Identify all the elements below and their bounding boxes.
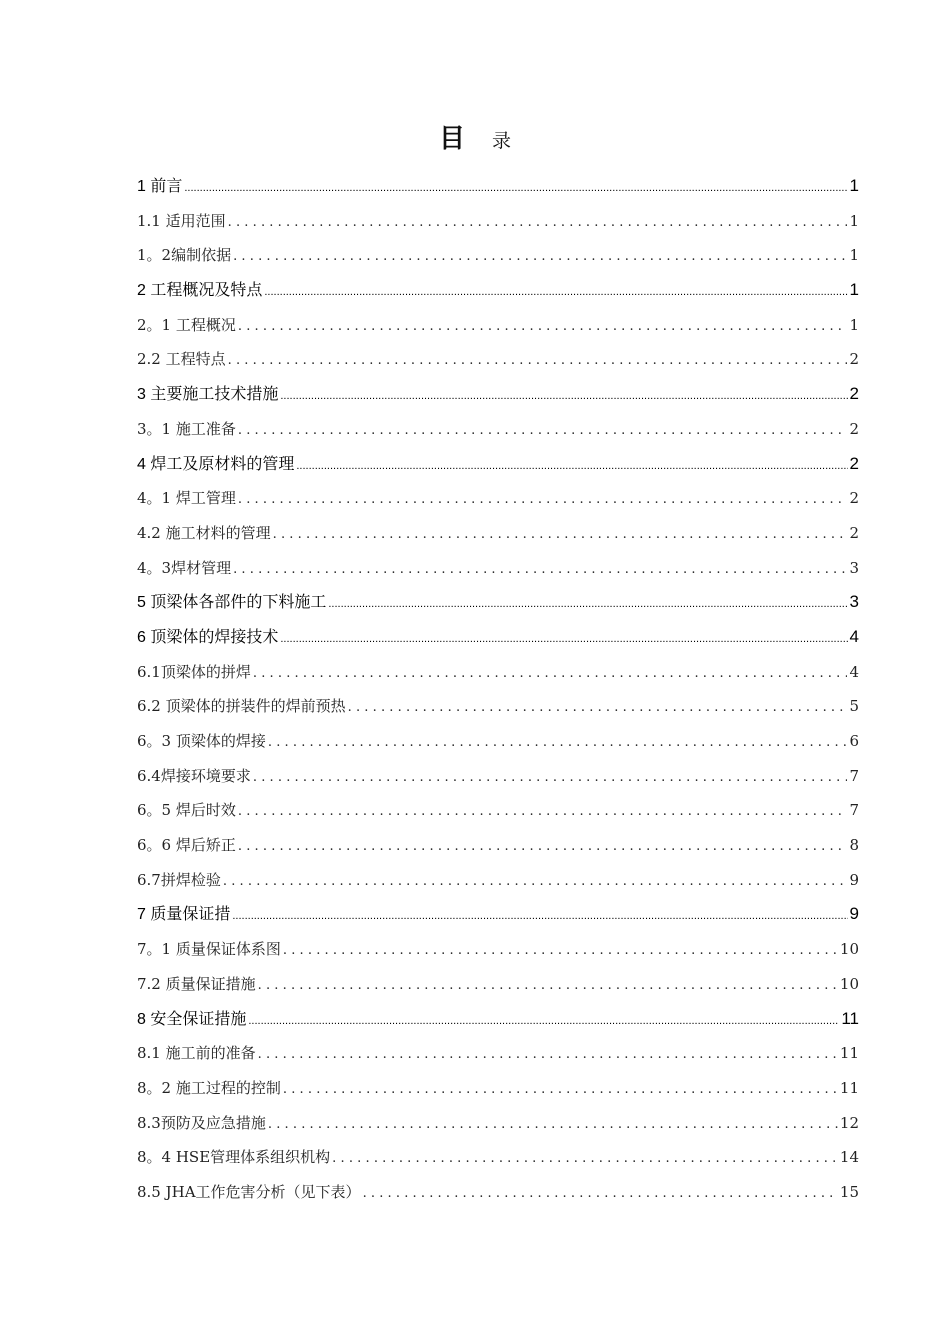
toc-entry-page-number: 11 [839,1044,859,1063]
toc-title-main: 目 [438,124,465,154]
toc-dot-leader [258,1039,838,1069]
toc-entry-label: 2 工程概况及特点 [137,282,263,300]
toc-entry[interactable] [137,692,859,727]
toc-dot-leader [363,1178,838,1208]
toc-entry[interactable] [137,276,859,311]
toc-entry-page-number: 7 [849,766,859,785]
toc-dot-leader [223,866,848,896]
toc-title-sub: 录 [492,130,512,152]
toc-entry[interactable] [137,484,859,519]
toc-entry[interactable] [137,380,859,415]
toc-entry-page-number: 1 [849,176,859,195]
toc-entry[interactable] [137,623,859,658]
toc-dot-leader [233,241,847,271]
toc-dot-leader [253,762,848,792]
table-of-contents [137,172,859,1213]
toc-entry-page-number: 2 [849,489,859,508]
toc-entry-page-number: 2 [849,350,859,369]
toc-dot-leader [280,624,847,653]
toc-entry[interactable] [137,415,859,450]
toc-entry-page-number: 14 [839,1148,859,1167]
toc-dot-leader [184,173,847,202]
toc-entry-label: 6 顶梁体的焊接技术 [137,628,279,646]
toc-entry[interactable] [137,866,859,901]
toc-dot-leader [228,345,848,375]
toc-entry[interactable] [137,727,859,762]
toc-entry-page-number: 10 [839,974,859,993]
toc-entry[interactable] [137,241,859,276]
toc-entry-page-number: 4 [849,662,859,681]
toc-dot-leader [283,935,838,965]
toc-entry-label: 8.5 JHA工作危害分析（见下表） [137,1182,361,1201]
toc-entry[interactable] [137,1109,859,1144]
toc-entry[interactable] [137,762,859,797]
toc-dot-leader [258,970,838,1000]
toc-entry-label: 6.4焊接环境要求 [137,766,251,785]
toc-dot-leader [273,519,848,549]
toc-entry-page-number: 2 [849,523,859,542]
toc-entry-label: 3。1 施工准备 [137,419,236,438]
toc-entry-label: 6.7拼焊检验 [137,870,221,889]
toc-entry-page-number: 1 [849,315,859,334]
toc-entry[interactable] [137,588,859,623]
toc-entry-page-number: 1 [849,280,859,300]
toc-entry[interactable] [137,900,859,935]
toc-entry-label: 8 安全保证措施 [137,1010,247,1028]
toc-entry-page-number: 8 [849,836,859,855]
toc-entry[interactable] [137,1039,859,1074]
toc-entry-label: 6。6 焊后矫正 [137,836,236,855]
toc-entry-page-number: 1 [849,211,859,230]
toc-entry-page-number: 3 [849,592,859,612]
toc-dot-leader [332,1143,838,1173]
toc-entry-label: 8。2 施工过程的控制 [137,1078,281,1097]
toc-entry[interactable] [137,311,859,346]
toc-entry[interactable] [137,1178,859,1213]
toc-entry[interactable] [137,935,859,970]
toc-dot-leader [328,589,847,618]
toc-entry-label: 6。3 顶梁体的焊接 [137,732,266,750]
toc-entry[interactable] [137,345,859,380]
toc-entry-page-number: 7 [849,801,859,820]
toc-entry-label: 2。1 工程概况 [137,315,236,334]
toc-entry-page-number: 11 [839,1078,859,1097]
toc-entry-label: 7.2 质量保证措施 [137,974,256,993]
toc-dot-leader [283,1074,838,1104]
toc-dot-leader [248,1006,839,1035]
toc-entry-label: 4。1 焊工管理 [137,489,236,508]
toc-entry[interactable] [137,1074,859,1109]
toc-entry[interactable] [137,172,859,207]
toc-entry-label: 4.2 施工材料的管理 [137,523,271,542]
toc-dot-leader [253,658,848,688]
toc-entry-label: 6.1顶梁体的拼焊 [137,662,251,681]
toc-dot-leader [233,554,847,584]
toc-entry-page-number: 9 [849,870,859,889]
toc-dot-leader [268,1109,838,1139]
toc-dot-leader [280,381,847,410]
toc-entry-page-number: 4 [849,626,859,646]
toc-dot-leader [238,831,848,861]
toc-title [0,118,950,155]
toc-entry-page-number: 2 [849,419,859,438]
toc-dot-leader [238,484,848,514]
toc-entry-page-number: 10 [839,940,859,959]
toc-entry-label: 4。3焊材管理 [137,558,232,577]
toc-entry-label: 5 顶梁体各部件的下料施工 [137,594,327,612]
toc-entry[interactable] [137,1143,859,1178]
toc-dot-leader [296,451,847,480]
toc-entry-label: 4 焊工及原材料的管理 [137,455,295,473]
toc-entry[interactable] [137,554,859,589]
toc-entry-label: 2.2 工程特点 [137,350,226,369]
toc-entry-label: 1.1 适用范围 [137,211,226,230]
toc-entry[interactable] [137,831,859,866]
toc-dot-leader [228,207,848,237]
toc-entry-page-number: 1 [849,246,859,265]
toc-entry[interactable] [137,207,859,242]
toc-dot-leader [268,727,848,757]
toc-entry-label: 7。1 质量保证体系图 [137,940,281,959]
toc-entry[interactable] [137,658,859,693]
toc-entry-label: 6。5 焊后时效 [137,801,236,820]
toc-entry-label: 1 前言 [137,178,183,195]
toc-entry-page-number: 12 [839,1113,859,1132]
toc-entry-page-number: 2 [849,453,859,473]
toc-dot-leader [238,415,848,445]
toc-entry[interactable] [137,519,859,554]
toc-entry-label: 1。2编制依据 [137,246,232,265]
toc-entry-label: 6.2 顶梁体的拼装件的焊前预热 [137,697,346,716]
toc-entry-label: 8.3预防及应急措施 [137,1113,266,1132]
toc-entry-label: 8。4 HSE管理体系组织机构 [137,1148,331,1167]
toc-entry-label: 8.1 施工前的准备 [137,1044,256,1063]
toc-entry-page-number: 15 [839,1182,859,1201]
toc-entry-label: 7 质量保证措 [137,906,231,924]
toc-entry[interactable] [137,1005,859,1040]
toc-dot-leader [348,692,848,722]
toc-entry-page-number: 11 [841,1008,859,1028]
toc-entry-page-number: 6 [849,732,859,750]
toc-entry[interactable] [137,450,859,485]
toc-entry-page-number: 9 [849,904,859,924]
toc-entry[interactable] [137,796,859,831]
toc-entry-page-number: 5 [849,697,859,716]
toc-dot-leader [264,277,847,306]
toc-entry-page-number: 2 [849,384,859,404]
toc-dot-leader [238,311,848,341]
toc-dot-leader [238,796,848,826]
toc-entry[interactable] [137,970,859,1005]
toc-entry-label: 3 主要施工技术措施 [137,386,279,404]
toc-dot-leader [232,901,847,930]
toc-entry-page-number: 3 [849,558,859,577]
